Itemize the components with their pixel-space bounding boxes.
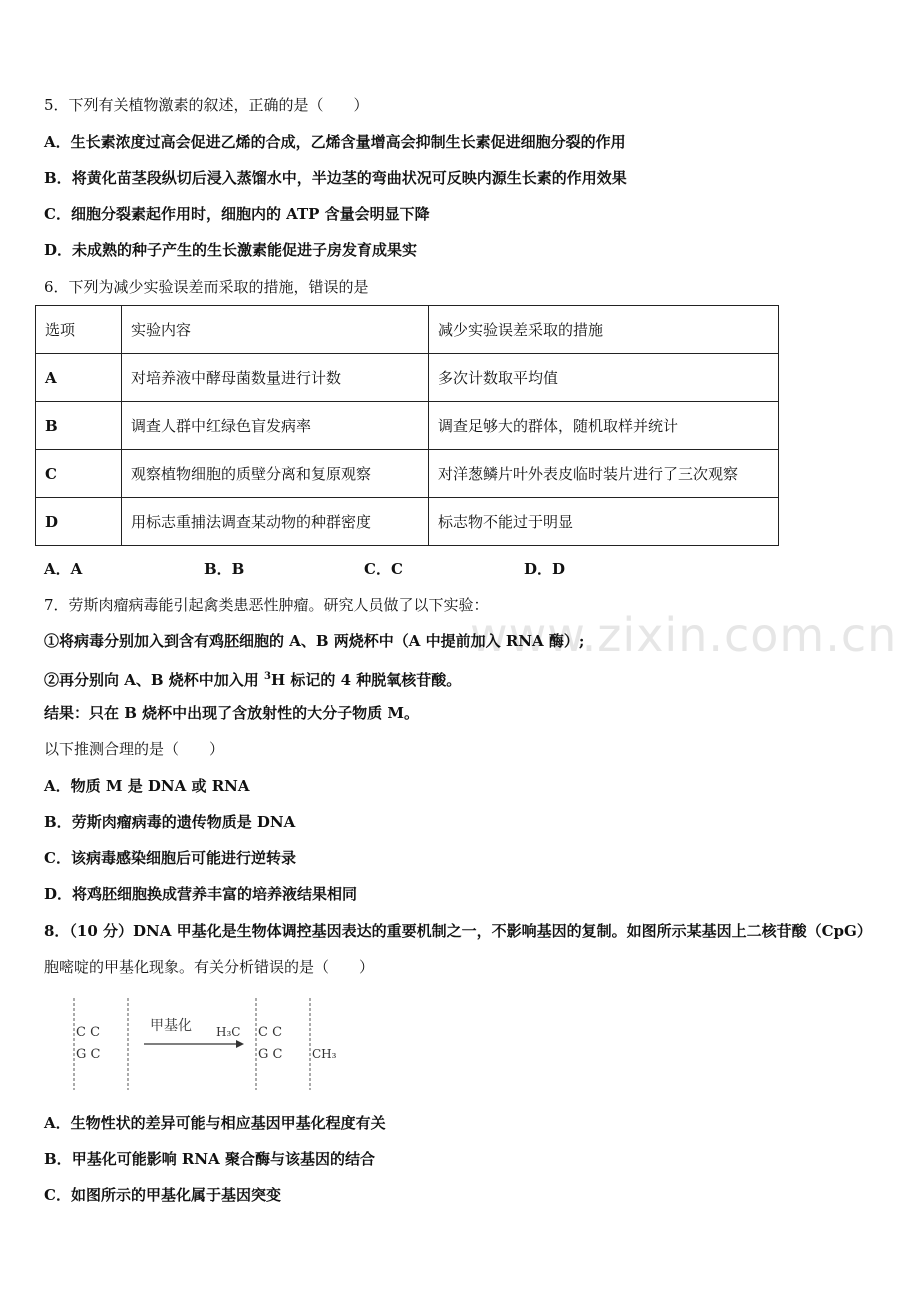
- option-label: B．: [44, 813, 72, 831]
- q8-option-c: [44, 1184, 281, 1206]
- option-text: 将鸡胚细胞换成营养丰富的培养液结果相同: [72, 885, 358, 903]
- q7-step2: [44, 666, 461, 691]
- table-row: [36, 354, 779, 402]
- option-text: 未成熟的种子产生的生长激素能促进子房发育成果实: [72, 241, 418, 259]
- table-header-cell: 实验内容: [122, 306, 429, 354]
- table-row: [36, 402, 779, 450]
- q7-stem: 7．劳斯肉瘤病毒能引起禽类患恶性肿瘤。研究人员做了以下实验：: [44, 596, 489, 614]
- step2-pre: ②再分别向 A、B 烧杯中加入用: [44, 671, 264, 689]
- option-text: 劳斯肉瘤病毒的遗传物质是 DNA: [71, 813, 296, 831]
- table-cell: A: [36, 354, 122, 402]
- q6-choices: [44, 558, 565, 580]
- right-top-pair: C C: [258, 1025, 283, 1040]
- methyl-right: CH₃: [312, 1047, 337, 1061]
- table-cell: 用标志重捕法调查某动物的种群密度: [122, 498, 429, 546]
- option-label: C．: [44, 205, 71, 223]
- q8-option-a: [44, 1112, 386, 1134]
- q7-option-c: [44, 847, 296, 869]
- q8-stem-line1: 8．（10 分）DNA 甲基化是生物体调控基因表达的重要机制之一，不影响基因的复制。如图所示某基因上二核苷酸（CpG）: [44, 922, 872, 940]
- option-label: A．: [44, 777, 71, 795]
- option-text: 生长素浓度过高会促进乙烯的合成，乙烯含量增高会抑制生长素促进细胞分裂的作用: [70, 133, 626, 151]
- option-label: D．: [44, 241, 73, 259]
- q5-option-c: [44, 203, 430, 225]
- q7-question: 以下推测合理的是（ ）: [44, 740, 225, 758]
- left-bottom-pair: G C: [76, 1047, 101, 1062]
- q7-result: 结果：只在 B 烧杯中出现了含放射性的大分子物质 M。: [44, 704, 419, 722]
- arrow-head-icon: [236, 1040, 244, 1048]
- q7-option-a: [44, 775, 250, 797]
- table-header-cell: 减少实验误差采取的措施: [429, 306, 779, 354]
- q5-stem: 5．下列有关植物激素的叙述，正确的是（ ）: [44, 96, 369, 114]
- table-cell: 对培养液中酵母菌数量进行计数: [122, 354, 429, 402]
- table-row: [36, 498, 779, 546]
- option-label: C．: [44, 849, 71, 867]
- table-row: [36, 450, 779, 498]
- arrow-label: 甲基化: [150, 1018, 192, 1034]
- table-cell: 观察植物细胞的质壁分离和复原观察: [122, 450, 429, 498]
- left-top-pair: C C: [76, 1025, 101, 1040]
- table-cell: B: [36, 402, 122, 450]
- table-cell: D: [36, 498, 122, 546]
- option-label: B．: [44, 169, 72, 187]
- choice-b: B．B: [204, 560, 245, 578]
- methylation-diagram: [66, 996, 366, 1092]
- methyl-left: H₃C: [216, 1025, 241, 1039]
- table-cell: 调查足够大的群体，随机取样并统计: [429, 402, 779, 450]
- option-text: 甲基化可能影响 RNA 聚合酶与该基因的结合: [71, 1150, 375, 1168]
- option-text: 该病毒感染细胞后可能进行逆转录: [70, 849, 296, 867]
- option-text: 生物性状的差异可能与相应基因甲基化程度有关: [70, 1114, 386, 1132]
- option-label: A．: [44, 1114, 71, 1132]
- option-text: 将黄化苗茎段纵切后浸入蒸馏水中，半边茎的弯曲状况可反映内源生长素的作用效果: [71, 169, 627, 187]
- table-header-cell: 选项: [36, 306, 122, 354]
- q5-option-d: [44, 239, 417, 261]
- choice-a: A．A: [44, 560, 83, 578]
- right-bottom-pair: G C: [258, 1047, 283, 1062]
- q5-option-b: [44, 167, 627, 189]
- q8-option-b: [44, 1148, 375, 1170]
- option-label: B．: [44, 1150, 72, 1168]
- table-header-row: [36, 306, 779, 354]
- table-cell: 多次计数取平均值: [429, 354, 779, 402]
- choice-c: C．C: [364, 560, 403, 578]
- option-text: 如图所示的甲基化属于基因突变: [70, 1186, 281, 1204]
- q5-option-a: [44, 131, 626, 153]
- table-cell: C: [36, 450, 122, 498]
- q8-stem-line2: 胞嘧啶的甲基化现象。有关分析错误的是（ ）: [44, 958, 375, 976]
- q6-stem: 6．下列为减少实验误差而采取的措施，错误的是: [44, 278, 369, 296]
- step2-post: H 标记的 4 种脱氧核苷酸。: [270, 671, 462, 689]
- table-cell: 对洋葱鳞片叶外表皮临时装片进行了三次观察: [429, 450, 779, 498]
- q7-step1: ①将病毒分别加入到含有鸡胚细胞的 A、B 两烧杯中（A 中提前加入 RNA 酶）;: [44, 632, 585, 650]
- q7-option-d: [44, 883, 357, 905]
- option-text: 细胞分裂素起作用时，细胞内的 ATP 含量会明显下降: [70, 205, 430, 223]
- table-cell: 调查人群中红绿色盲发病率: [122, 402, 429, 450]
- q6-table: [35, 305, 779, 546]
- q7-option-b: [44, 811, 295, 833]
- option-text: 物质 M 是 DNA 或 RNA: [70, 777, 250, 795]
- option-label: A．: [44, 133, 71, 151]
- watermark: www.zixin.com.cn: [470, 608, 898, 662]
- step2-sup: 3: [263, 671, 271, 682]
- option-label: C．: [44, 1186, 71, 1204]
- table-cell: 标志物不能过于明显: [429, 498, 779, 546]
- option-label: D．: [44, 885, 73, 903]
- choice-d: D．D: [524, 560, 566, 578]
